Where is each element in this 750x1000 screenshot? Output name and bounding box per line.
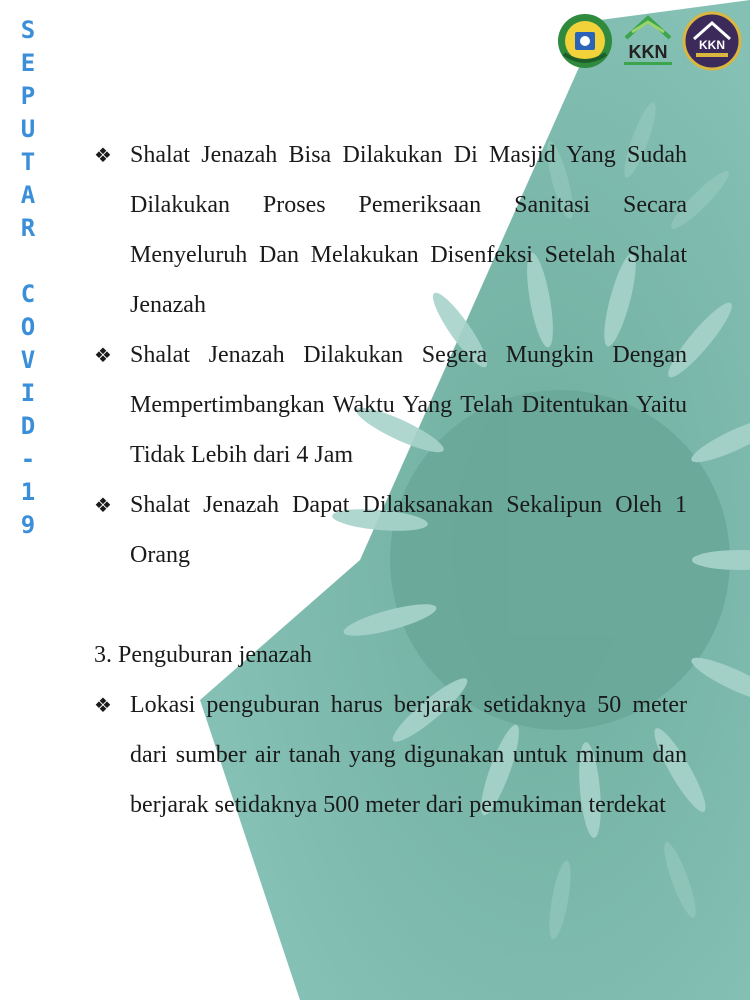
side-title-letter: U: [20, 115, 36, 143]
section-heading: 3. Penguburan jenazah: [94, 642, 312, 668]
diamond-bullet-icon: ❖: [94, 143, 112, 167]
side-title-letter: S: [20, 16, 36, 44]
side-title-letter: O: [20, 313, 36, 341]
spacer: [94, 580, 687, 630]
diamond-bullet-icon: ❖: [94, 693, 112, 717]
side-title-letter: A: [20, 181, 36, 209]
bullet-text: Lokasi penguburan harus berjarak setidaknya 50 meter dari sumber air tanah yang digunakan untuk minum dan berjarak setidaknya 500 meter dari pemukiman terdekat: [130, 692, 687, 818]
bullet-text: Shalat Jenazah Dilakukan Segera Mungkin Dengan Mempertimbangkan Waktu Yang Telah Ditentukan Yaitu Tidak Lebih dari 4 Jam: [130, 342, 687, 468]
side-title-letter: -: [20, 445, 36, 473]
kkn-badge-logo-icon: [682, 11, 742, 71]
university-emblem-icon: [556, 12, 614, 70]
bullet-text: Shalat Jenazah Dapat Dilaksanakan Sekalipun Oleh 1 Orang: [130, 492, 687, 568]
side-title-letter: 9: [20, 511, 36, 539]
kkn-badge-text: KKN: [699, 38, 725, 52]
list-item: [94, 480, 687, 580]
side-title-letter: 1: [20, 478, 36, 506]
side-title-vertical: [14, 14, 42, 542]
list-item: [94, 680, 687, 830]
side-title-gap: [14, 245, 42, 278]
list-item: [94, 330, 687, 480]
side-title-letter: P: [20, 82, 36, 110]
side-title-letter: T: [20, 148, 36, 176]
header-logos: [556, 10, 742, 72]
side-title-letter: C: [20, 280, 36, 308]
diamond-bullet-icon: ❖: [94, 343, 112, 367]
side-title-letter: V: [20, 346, 36, 374]
list-item: [94, 130, 687, 330]
main-content: [94, 130, 687, 830]
side-title-letter: D: [20, 412, 36, 440]
side-title-letter: E: [20, 49, 36, 77]
side-title-letter: I: [20, 379, 36, 407]
kkn-logo-icon: [620, 12, 676, 70]
kkn-logo-text: KKN: [628, 42, 668, 62]
side-title-letter: R: [20, 214, 36, 242]
diamond-bullet-icon: ❖: [94, 493, 112, 517]
bullet-text: Shalat Jenazah Bisa Dilakukan Di Masjid Yang Sudah Dilakukan Proses Pemeriksaan Sanitasi Secara Menyeluruh Dan Melakukan Disenfeksi Setelah Shalat Jenazah: [130, 142, 687, 318]
